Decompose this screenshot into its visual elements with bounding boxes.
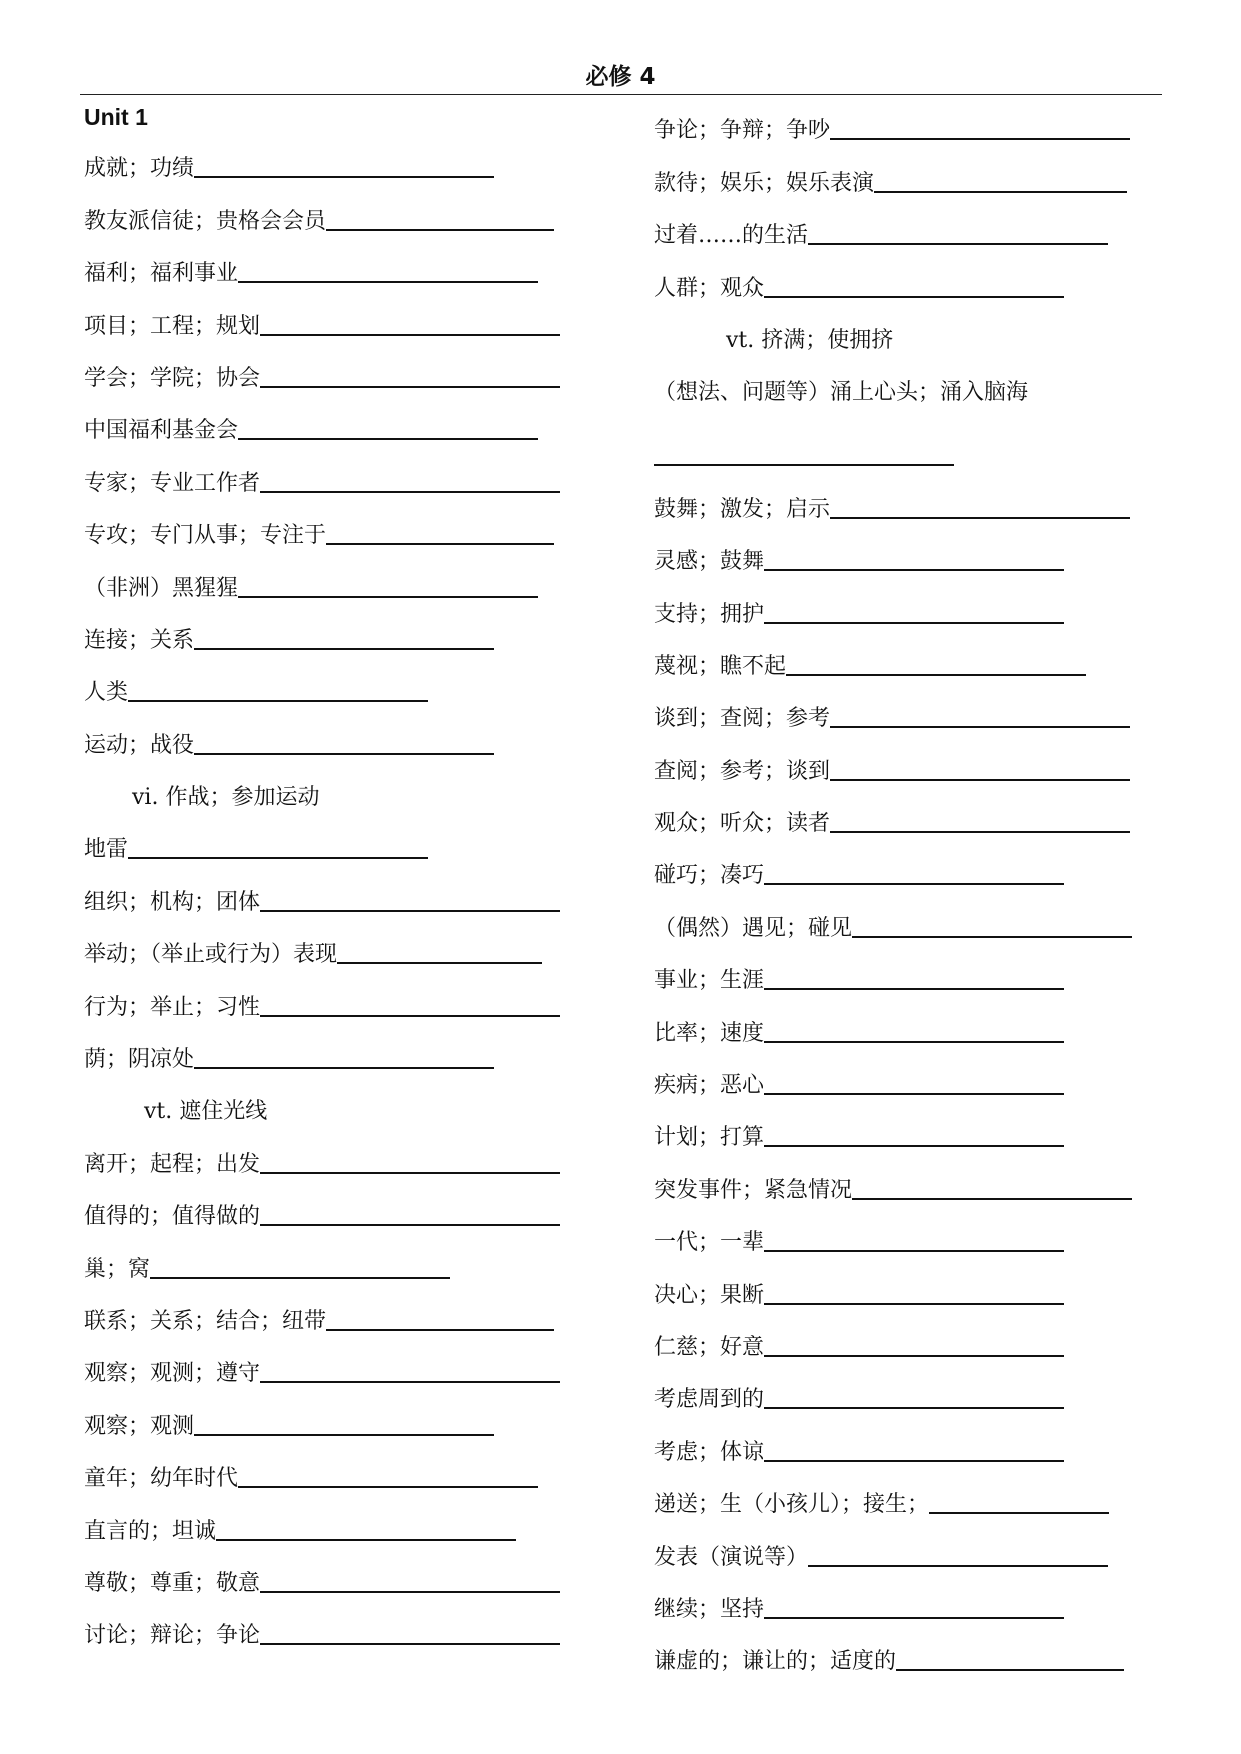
vocab-prompt: 观察；观测；遵守 [84,1361,261,1387]
vocab-row [654,634,1164,686]
answer-blank[interactable] [764,569,1064,571]
vocab-prompt: 比率；速度 [654,1020,765,1046]
answer-blank[interactable] [194,176,494,178]
answer-blank[interactable] [896,1669,1124,1671]
vocab-row [654,1262,1164,1314]
vocab-prompt: 发表（演说等） [654,1544,809,1570]
vocab-prompt: 人群；观众 [654,275,765,301]
vocab-list-left [84,136,594,1655]
vocab-row [654,581,1164,633]
vocab-row [654,1315,1164,1367]
vocab-row [654,360,1164,412]
vocab-row [84,1341,594,1393]
vocab-prompt: 考虑周到的 [654,1387,765,1413]
vocab-prompt: 运动；战役 [84,732,195,758]
header-divider [80,94,1162,95]
answer-blank[interactable] [337,962,542,964]
vocab-prompt: 值得的；值得做的 [84,1204,261,1230]
answer-blank[interactable] [260,1381,560,1383]
vocab-row [84,922,594,974]
vocab-row [654,1472,1164,1524]
answer-blank[interactable] [830,779,1130,781]
vocab-row [654,308,1164,360]
answer-blank[interactable] [764,988,1064,990]
vocab-row [84,1603,594,1655]
left-column [84,98,594,1655]
vocab-row [84,1498,594,1550]
answer-blank[interactable] [764,1460,1064,1462]
vocab-prompt: 查阅；参考；谈到 [654,758,831,784]
answer-blank[interactable] [786,674,1086,676]
vocab-prompt: 连接；关系 [84,627,195,653]
answer-blank[interactable] [808,243,1108,245]
vocab-prompt: 谦虚的；谦让的；适度的 [654,1649,897,1675]
vocab-row [654,791,1164,843]
vocab-row [654,1524,1164,1576]
vocab-row [654,1105,1164,1157]
unit-heading: Unit 1 [84,104,148,130]
vocab-row [84,188,594,240]
vocab-row [654,255,1164,307]
vocab-prompt: 地雷 [84,837,129,863]
answer-blank[interactable] [150,1277,450,1279]
vocab-row [654,948,1164,1000]
answer-blank[interactable] [326,543,554,545]
vocab-prompt: （偶然）遇见；碰见 [654,915,853,941]
answer-blank[interactable] [764,622,1064,624]
answer-blank[interactable] [194,648,494,650]
vocab-prompt: 谈到；查阅；参考 [654,706,831,732]
vocab-prompt: 尊敬；尊重；敬意 [84,1570,261,1596]
answer-blank[interactable] [764,1617,1064,1619]
vocab-prompt: 蔑视；瞧不起 [654,653,787,679]
vocab-prompt: 教友派信徒；贵格会会员 [84,208,327,234]
vocab-row [84,1289,594,1341]
vocab-row [84,817,594,869]
answer-blank[interactable] [260,386,560,388]
vocab-prompt: 递送；生（小孩儿）；接生； [654,1492,930,1518]
answer-blank[interactable] [194,1067,494,1069]
vocab-row [654,1000,1164,1052]
vocab-prompt: 事业；生涯 [654,968,765,994]
answer-blank[interactable] [874,191,1127,193]
vocab-row [654,150,1164,202]
vocab-prompt: 专攻；专门从事；专注于 [84,523,327,549]
vocab-row [84,660,594,712]
vocab-row [84,1236,594,1288]
vocab-prompt: 计划；打算 [654,1125,765,1151]
vocab-prompt: 决心；果断 [654,1282,765,1308]
vocab-prompt: 支持；拥护 [654,601,765,627]
vocab-row [654,529,1164,581]
answer-blank[interactable] [260,1172,560,1174]
vocab-row [84,974,594,1026]
vocab-row [84,136,594,188]
vocab-prompt: 直言的；坦诚 [84,1518,217,1544]
vocab-prompt: 童年；幼年时代 [84,1466,239,1492]
answer-blank[interactable] [128,857,428,859]
vocab-prompt: 讨论；辩论；争论 [84,1623,261,1649]
vocab-prompt: 观众；听众；读者 [654,811,831,837]
vocab-prompt: 款待；娱乐；娱乐表演 [654,170,875,196]
vocab-prompt: 学会；学院；协会 [84,365,261,391]
vocab-row [654,1367,1164,1419]
vocab-prompt: vi. 作战；参加运动 [132,785,320,811]
vocab-prompt: 人类 [84,680,129,706]
vocab-prompt: 组织；机构；团体 [84,889,261,915]
answer-blank[interactable] [764,1407,1064,1409]
vocab-row [84,1079,594,1131]
vocab-prompt: 继续；坚持 [654,1596,765,1622]
answer-blank[interactable] [764,1041,1064,1043]
vocab-prompt: 离开；起程；出发 [84,1151,261,1177]
vocab-prompt: 中国福利基金会 [84,418,239,444]
answer-blank[interactable] [326,1329,554,1331]
vocab-row [654,412,1164,476]
vocab-row [84,1446,594,1498]
page-title: 必修 4 [585,64,656,90]
vocab-prompt: 争论；争辩；争吵 [654,118,831,144]
answer-blank[interactable] [238,1486,538,1488]
answer-blank[interactable] [830,517,1130,519]
vocab-prompt: 观察；观测 [84,1413,195,1439]
answer-blank[interactable] [764,1093,1064,1095]
answer-blank[interactable] [260,1224,560,1226]
vocab-row [654,1210,1164,1262]
vocab-prompt: 联系；关系；结合；纽带 [84,1308,327,1334]
vocab-row [84,712,594,764]
answer-blank[interactable] [808,1565,1108,1567]
answer-blank[interactable] [260,910,560,912]
answer-blank[interactable] [852,1198,1132,1200]
vocab-row [84,241,594,293]
answer-blank[interactable] [194,753,494,755]
vocab-row [84,293,594,345]
answer-blank[interactable] [764,1355,1064,1357]
vocab-row [654,686,1164,738]
vocab-list-right [654,98,1164,1681]
answer-blank[interactable] [260,1643,560,1645]
vocab-prompt: 荫；阴凉处 [84,1047,195,1073]
vocab-row [84,869,594,921]
vocab-row [654,895,1164,947]
vocab-row [84,765,594,817]
vocab-row [84,608,594,660]
vocab-prompt: 疾病；恶心 [654,1073,765,1099]
vocab-prompt: vt. 遮住光线 [144,1099,268,1125]
answer-blank[interactable] [764,296,1064,298]
vocab-prompt: 突发事件；紧急情况 [654,1177,853,1203]
vocab-row [654,1577,1164,1629]
right-column [654,98,1164,1681]
answer-blank[interactable] [260,1591,560,1593]
vocab-row [654,1419,1164,1471]
answer-blank[interactable] [654,464,954,466]
answer-blank[interactable] [216,1539,516,1541]
vocab-prompt: 福利；福利事业 [84,261,239,287]
vocab-prompt: 巢；窝 [84,1256,151,1282]
vocab-row [654,476,1164,528]
vocab-row [84,346,594,398]
vocab-prompt: 碰巧；凑巧 [654,863,765,889]
vocab-prompt: vt. 挤满；使拥挤 [726,327,894,353]
answer-blank[interactable] [238,281,538,283]
vocab-row [84,555,594,607]
vocab-row [654,98,1164,150]
vocab-row [654,1157,1164,1209]
vocab-prompt: 一代；一辈 [654,1230,765,1256]
answer-blank[interactable] [764,1145,1064,1147]
answer-blank[interactable] [852,936,1132,938]
vocab-prompt: 成就；功绩 [84,156,195,182]
vocab-row [84,1131,594,1183]
vocab-row [654,843,1164,895]
answer-blank[interactable] [929,1512,1109,1514]
answer-blank[interactable] [764,1303,1064,1305]
vocab-row [84,1551,594,1603]
vocab-row [654,203,1164,255]
answer-blank[interactable] [326,229,554,231]
answer-blank[interactable] [830,138,1130,140]
vocab-row [84,1184,594,1236]
answer-blank[interactable] [260,334,560,336]
vocab-prompt: 项目；工程；规划 [84,313,261,339]
vocab-prompt: 举动；（举止或行为）表现 [84,942,338,968]
vocab-prompt: （非洲）黑猩猩 [84,575,239,601]
answer-blank[interactable] [764,883,1064,885]
vocab-row [654,1629,1164,1681]
vocab-row [84,398,594,450]
vocab-row [84,1393,594,1445]
vocab-prompt: （想法、问题等）涌上心头；涌入脑海 [654,380,1029,406]
vocab-row [84,503,594,555]
answer-blank[interactable] [830,831,1130,833]
vocab-prompt: 行为；举止；习性 [84,994,261,1020]
vocab-row [84,1027,594,1079]
answer-blank[interactable] [238,596,538,598]
answer-blank[interactable] [194,1434,494,1436]
vocab-prompt: 灵感；鼓舞 [654,549,765,575]
answer-blank[interactable] [238,438,538,440]
answer-blank[interactable] [128,700,428,702]
answer-blank[interactable] [830,726,1130,728]
vocab-row [654,1053,1164,1105]
vocab-row [654,738,1164,790]
vocab-prompt: 考虑；体谅 [654,1439,765,1465]
answer-blank[interactable] [764,1250,1064,1252]
answer-blank[interactable] [260,491,560,493]
vocab-prompt: 仁慈；好意 [654,1334,765,1360]
vocab-prompt: 专家；专业工作者 [84,470,261,496]
vocab-prompt: 过着……的生活 [654,223,809,249]
vocab-row [84,450,594,502]
answer-blank[interactable] [260,1015,560,1017]
vocab-prompt: 鼓舞；激发；启示 [654,496,831,522]
